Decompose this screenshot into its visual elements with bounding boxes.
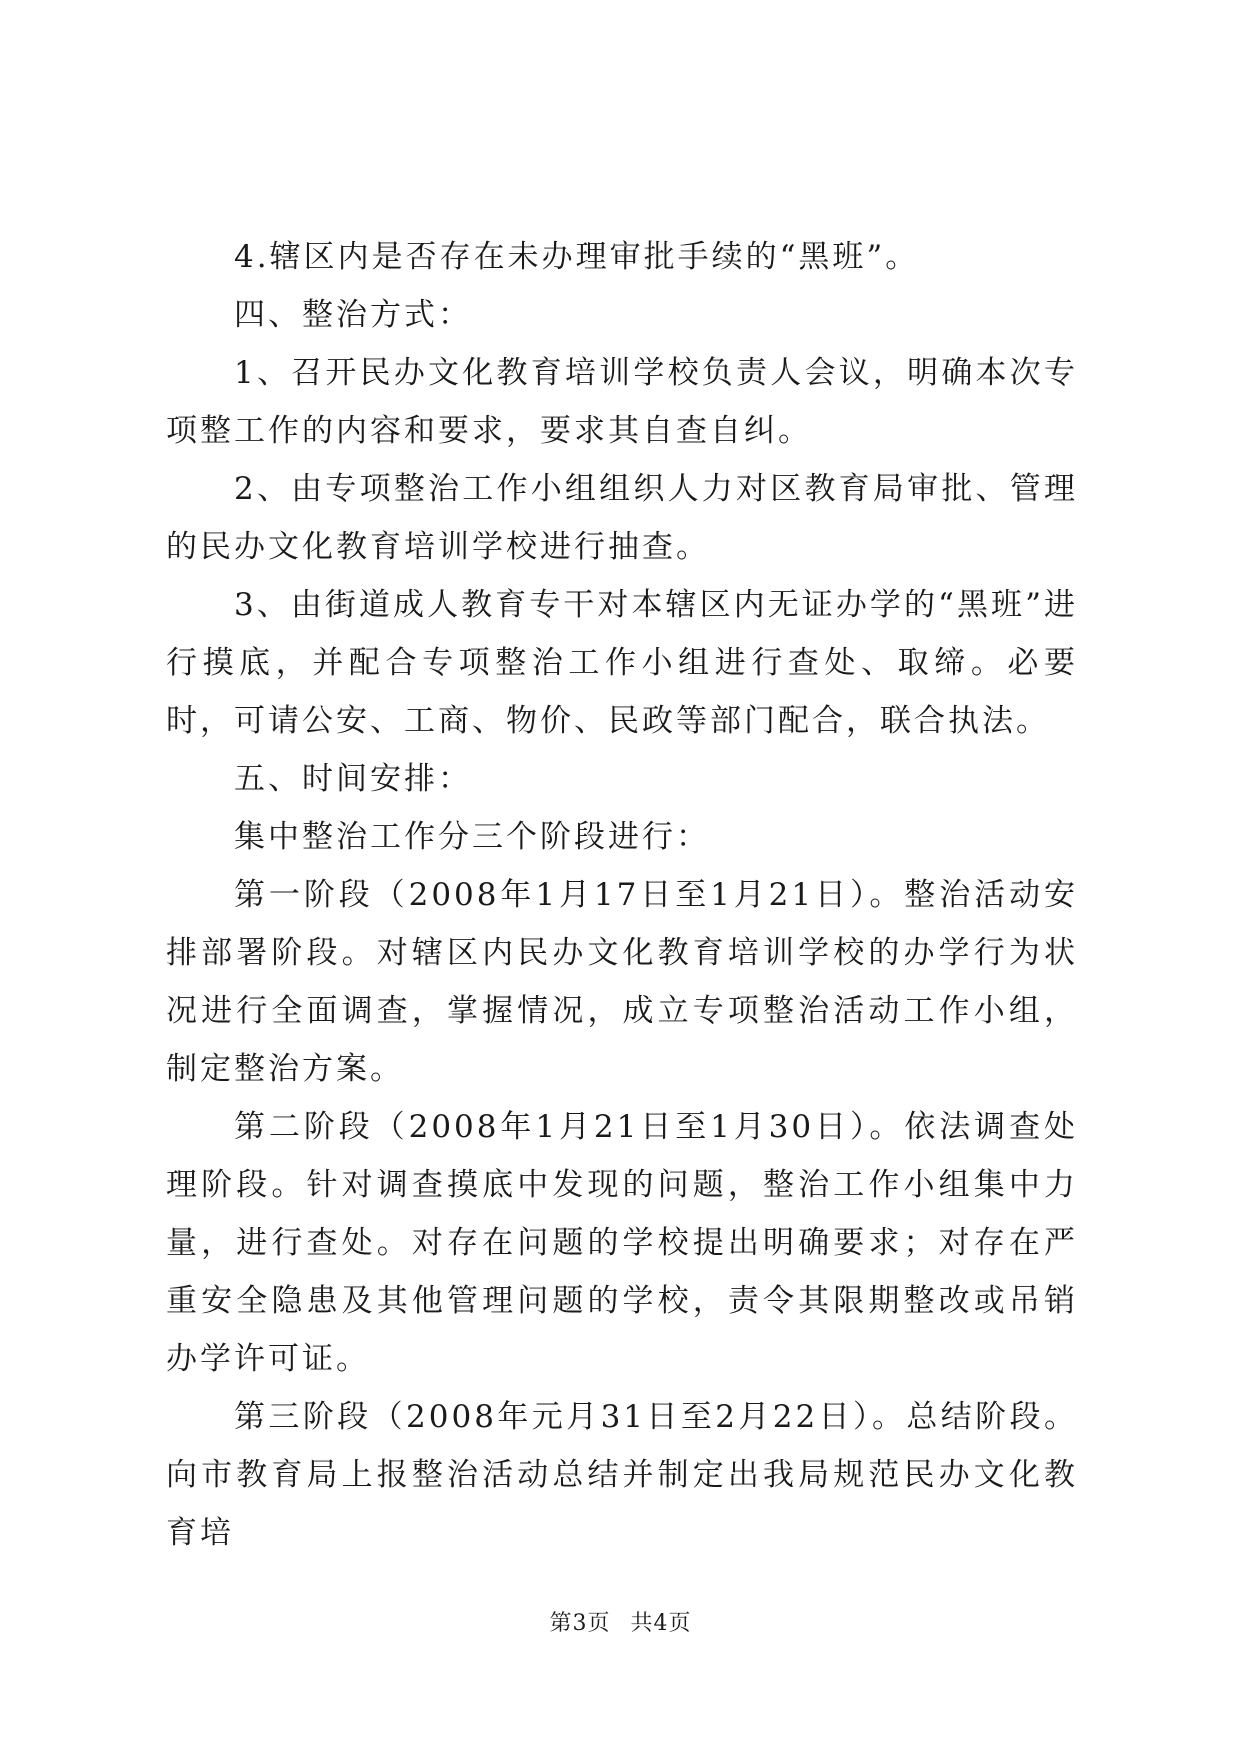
section-heading-methods: 四、整治方式： (234, 297, 472, 333)
paragraph-method-2: 2、由专项整治工作小组组织人力对区教育局审批、管理的民办文化教育培训学校进行抽查。 (166, 471, 1078, 565)
section-heading-schedule: 五、时间安排： (234, 761, 472, 797)
paragraph-schedule-intro: 集中整治工作分三个阶段进行： (234, 819, 710, 855)
paragraph-stage-2: 第二阶段（2008年1月21日至1月30日）。依法调查处理阶段。针对调查摸底中发现的问题，整治工作小组集中力量，进行查处。对存在问题的学校提出明确要求；对存在严重安全隐患及其他管理问题的学校，责令其限期整改或吊销办学许可证。 (166, 1109, 1078, 1377)
paragraph-method-1: 1、召开民办文化教育培训学校负责人会议，明确本次专项整工作的内容和要求，要求其自查自纠。 (166, 355, 1078, 449)
paragraph-method-3: 3、由街道成人教育专干对本辖区内无证办学的“黑班”进行摸底，并配合专项整治工作小组进行查处、取缔。必要时，可请公安、工商、物价、民政等部门配合，联合执法。 (166, 587, 1078, 739)
page-footer (0, 1606, 1241, 1637)
page-total: 共4页 (630, 1611, 692, 1636)
document-body (166, 228, 1078, 1562)
paragraph-stage-1: 第一阶段（2008年1月17日至1月21日）。整治活动安排部署阶段。对辖区内民办文化教育培训学校的办学行为状况进行全面调查，掌握情况，成立专项整治活动工作小组，制定整治方案。 (166, 877, 1078, 1087)
paragraph-item-4: 4.辖区内是否存在未办理审批手续的“黑班”。 (234, 239, 920, 275)
paragraph-stage-3: 第三阶段（2008年元月31日至2月22日）。总结阶段。向市教育局上报整治活动总结并制定出我局规范民办文化教育培 (166, 1399, 1078, 1551)
page-number: 第3页 (549, 1611, 611, 1636)
